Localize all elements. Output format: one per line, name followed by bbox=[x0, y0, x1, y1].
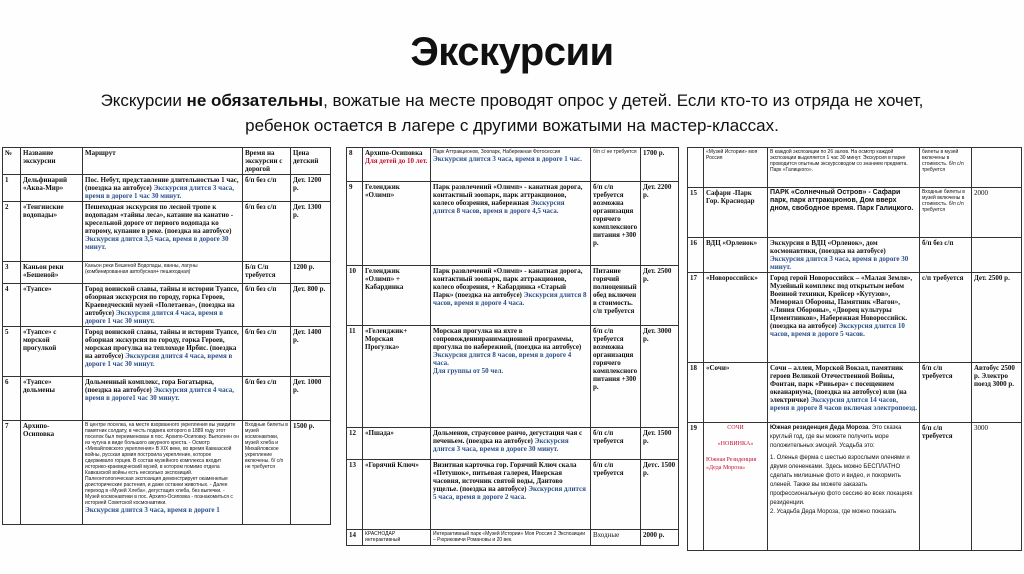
duration-text: Экскурсия длится 4 часа, время в дороге1 час 30 минут. bbox=[85, 386, 235, 402]
row-route bbox=[83, 377, 243, 421]
row-name: «Новороссийск» bbox=[704, 273, 768, 363]
route-text: Экскурсия в ВДЦ «Орленок», дом космонавтики, (поездка на автобусе) bbox=[770, 239, 886, 255]
row-num: 13 bbox=[347, 460, 363, 530]
row-name: «Музей Истории» моя Россия bbox=[704, 148, 768, 188]
subtitle-bold-text: не обязательны bbox=[186, 91, 324, 110]
row-time: б/п с/ не требуется bbox=[591, 148, 641, 182]
table-row bbox=[3, 262, 331, 284]
row-route: ПАРК «Солнечный Остров» - Сафари парк, парк аттракционов, Дом вверх дном, свободное время. Парк Галицкого. bbox=[768, 188, 920, 238]
row-route bbox=[431, 182, 591, 266]
row-time: б/п с/п требуется bbox=[591, 428, 641, 460]
subtitle-text-rest: , вожатые на месте проводят опрос у детей. Если кто-то из отряда не хочет, ребенок остается в лагере с другими вожатыми на мастер-классах. bbox=[245, 91, 924, 135]
row-price: Дет. 800 р. bbox=[291, 284, 331, 327]
route-text: Дольменный комплекс, гора Богатырка, (поездка на автобусе) bbox=[85, 378, 214, 394]
row-name: Геленджик «Олимп» + Кабардинка bbox=[363, 266, 431, 326]
route-text: Парк развлечений «Олимп» - канатная дорога, контактный зоопарк, парк аттракционов, колесо обозрения, + Кабардинка «Старый Парк» (поездка на автобусе) bbox=[433, 267, 583, 299]
row-price: Дет. 2200 р. bbox=[641, 182, 679, 266]
row-name: «Туапсе» дольмены bbox=[21, 377, 83, 421]
name-note-2: Южная Резиденция «Деда Мороза» bbox=[706, 457, 757, 471]
route-text: Город воинской славы, тайны и истории Туапсе, обзорная экскурсия по городу, горка Героев, морская прогулка на теплоходе Ирбис. (поездка на автобусе) bbox=[85, 328, 239, 360]
row-route bbox=[83, 284, 243, 327]
table-row bbox=[3, 377, 331, 421]
duration-text: Экскурсия длится 4 часа, время в дороге 1 час 30 минут. bbox=[85, 352, 233, 368]
table-row bbox=[3, 284, 331, 327]
row-price: 2000 bbox=[972, 188, 1022, 238]
table-row bbox=[688, 188, 1022, 238]
row-time: Входные билеты в музей включены в стоимость. б/п с/п требуется bbox=[920, 188, 972, 238]
row-time: с/п требуется bbox=[920, 273, 972, 363]
table-row bbox=[347, 530, 679, 546]
row-num: 10 bbox=[347, 266, 363, 326]
row-price: Дет. 2500 р. bbox=[972, 273, 1022, 363]
table-row bbox=[3, 175, 331, 202]
row-name: Архипо-Осиповка bbox=[21, 421, 83, 525]
row-route bbox=[431, 460, 591, 530]
row-name: Дельфинарий «Аква-Мир» bbox=[21, 175, 83, 202]
row-time: б/п без с/п bbox=[243, 175, 291, 202]
duration-text: Экскурсия длится 3 часа, время в дороге 1 bbox=[85, 506, 220, 514]
row-route bbox=[431, 326, 591, 428]
row-name: «Геленджик+ Морская Прогулка» bbox=[363, 326, 431, 428]
row-price: 2000 р. bbox=[641, 530, 679, 546]
row-price: Дет. 2500 р. bbox=[641, 266, 679, 326]
name-note: «НОВИНКА» bbox=[717, 441, 754, 447]
row-route bbox=[83, 175, 243, 202]
row-num: 19 bbox=[688, 423, 704, 551]
table-row bbox=[688, 148, 1022, 188]
row-time: б/п без с/п bbox=[243, 202, 291, 262]
row-route bbox=[83, 202, 243, 262]
row-name: Геленджик «Олимп» bbox=[363, 182, 431, 266]
name-text: СОЧИ bbox=[727, 425, 744, 431]
header-num: № bbox=[3, 148, 21, 175]
route-bold-text: Южная резиденция Деда Мороза bbox=[770, 425, 869, 431]
duration-text: Экскурсия длится 8 часов, время в дороге 4 часа. bbox=[433, 351, 572, 367]
excursions-table-3 bbox=[687, 147, 1022, 551]
row-name: КРАСНОДАР интерактивный bbox=[363, 530, 431, 546]
excursions-table-1 bbox=[2, 147, 331, 525]
row-route bbox=[768, 238, 920, 273]
row-name: «Туапсе» с морской прогулкой bbox=[21, 327, 83, 377]
row-time: б/п с/п требуется bbox=[591, 460, 641, 530]
name-text: Архипо-Осиповка bbox=[365, 149, 423, 157]
row-price: Дет. 3000 р. bbox=[641, 326, 679, 428]
route-text: Город герой Новороссийск – «Малая Земля», Музейный комплекс под открытым небом Военной техники, Крейсер «Кутузов», Мемориал Обороны, Памятник «Вагон», «Линия Обороны», «Дворец культуры Цементников», Набережная Новороссийск. (поездка на автобусе) bbox=[770, 274, 913, 330]
route-text: Парк развлечений «Олимп» - канатная дорога, контактный зоопарк, парк аттракционов, колесо обозрения, набережная bbox=[433, 183, 583, 207]
table-row bbox=[688, 238, 1022, 273]
row-name: «Горячий Ключ» bbox=[363, 460, 431, 530]
duration-text: Экскурсия длится 10 часов, время в дороге 5 часов. bbox=[770, 322, 905, 338]
row-route: Интерактивный парк «Музей Истории» Моя Россия 2 Экспозиции – Рюриковичи Романовы и 20 век. bbox=[431, 530, 591, 546]
route-text: Морская прогулка на яхте в сопровожденииранимационной программы, прогулка по набережной, (поездка на автобусе) bbox=[433, 327, 582, 351]
row-time: Входные билеты в музей космонавтики, музей хлеба и Михайловское укрепление включены. б/ с/п не требуется bbox=[243, 421, 291, 525]
row-price: Дет. 1500 р. bbox=[641, 428, 679, 460]
route-text: В центре поселка, на месте взорванного укрепления вы увидите памятник солдату, в честь подвига которого в 1889 году этот поселок был переименован в пос. Архипо-Осиповку. Выполнен он из чугуна в виде большого ажурного креста. - Осмотр «Михайловского укрепления» В XIX веке, во время Кавказской войны, русская армия построила укрепление, которое сдерживало горцев. В состав музейного комплекса входит историко-краеведческий музей, в котором помимо отдела Кавказской войны есть несколько экспозиций. Палеонтологическая экспозиция демонстрирует окаменелые доисторические растения, и даже останки животных. - Далее переход в «Музей Хлеба», дегустация хлеба, без выпечки. - Музей космонавтики в пос. Архипо-Осиповка - познакомиться с историей Советской космонавтики. bbox=[85, 422, 239, 506]
row-time: Б/п С/п требуется bbox=[243, 262, 291, 284]
duration-text: Экскурсия длится 4 часа, время в дороге 1 час 30 минут. bbox=[85, 309, 224, 325]
table-row bbox=[688, 273, 1022, 363]
route-text: Парк Аттракционов, Зоопарк, Набережная Фотосессия bbox=[433, 149, 561, 155]
row-time: билеты в музей включены в стоимость. б/п с/п требуется bbox=[920, 148, 972, 188]
row-route bbox=[768, 423, 920, 551]
row-price: Автобус 2500 р. Электро поезд 3000 р. bbox=[972, 363, 1022, 423]
row-name: «Туапсе» bbox=[21, 284, 83, 327]
route-text: Пос. Небут, представление длительностью 1 час, (поездка на автобусе) bbox=[85, 176, 239, 192]
duration-note: Для группы от 50 чел. bbox=[433, 367, 504, 375]
table-row bbox=[688, 423, 1022, 551]
row-price: 1500 р. bbox=[291, 421, 331, 525]
row-time: б/п с/п требуется bbox=[920, 363, 972, 423]
header-route: Маршрут bbox=[83, 148, 243, 175]
table-row bbox=[347, 148, 679, 182]
header-time: Время на экскурсии с дорогой bbox=[243, 148, 291, 175]
row-route bbox=[83, 327, 243, 377]
row-route bbox=[431, 428, 591, 460]
table-header-row bbox=[3, 148, 331, 175]
duration-text: Экскурсия длится 3 часа, время в дороге 1 час. bbox=[433, 155, 582, 163]
row-num bbox=[688, 148, 704, 188]
row-num: 7 bbox=[3, 421, 21, 525]
row-name bbox=[363, 148, 431, 182]
row-time: б/п без с/п bbox=[243, 327, 291, 377]
table-row bbox=[347, 266, 679, 326]
duration-text: Экскурсия длится 3 часа, время в дороге 30 минут. bbox=[433, 437, 569, 453]
table-row bbox=[3, 421, 331, 525]
duration-text: Экскурсия длится 3,5 часа, время в дороге 30 минут. bbox=[85, 235, 229, 251]
page-title: Экскурсии bbox=[410, 30, 614, 74]
table-row bbox=[347, 428, 679, 460]
duration-text: Экскурсия длится 14 часов, время в дороге 8 часов включая электропоезд. bbox=[770, 396, 917, 412]
row-num: 18 bbox=[688, 363, 704, 423]
row-num: 16 bbox=[688, 238, 704, 273]
row-price bbox=[972, 238, 1022, 273]
row-num: 6 bbox=[3, 377, 21, 421]
row-price: Дет. 1400 р. bbox=[291, 327, 331, 377]
header-name: Название экскурсии bbox=[21, 148, 83, 175]
row-price: 1200 р. bbox=[291, 262, 331, 284]
row-num: 14 bbox=[347, 530, 363, 546]
row-price: Дет. 1300 р. bbox=[291, 202, 331, 262]
row-name: ВДЦ «Орленок» bbox=[704, 238, 768, 273]
name-note: Для детей до 10 лет. bbox=[365, 157, 428, 165]
table-row bbox=[347, 326, 679, 428]
row-num: 8 bbox=[347, 148, 363, 182]
row-time: б/п без с/п bbox=[920, 238, 972, 273]
table-row bbox=[347, 460, 679, 530]
duration-text: Экскурсия длится 5 часа, время в дороге 2 часа. bbox=[433, 485, 586, 501]
row-price: Дет. 1200 р. bbox=[291, 175, 331, 202]
row-num: 1 bbox=[3, 175, 21, 202]
row-route bbox=[768, 363, 920, 423]
row-name: «Пшада» bbox=[363, 428, 431, 460]
route-text: Дольменов, страусовое ранчо, дегустация чая с печеньем. (поездка на автобусе) bbox=[433, 429, 583, 445]
row-num: 11 bbox=[347, 326, 363, 428]
row-time: б/п без с/п bbox=[243, 377, 291, 421]
header-price: Цена детский bbox=[291, 148, 331, 175]
row-time: Входные bbox=[591, 530, 641, 546]
row-price: Дет. 1000 р. bbox=[291, 377, 331, 421]
route-list-item: 1. Оленья ферма с шестью взрослыми оленями и двумя олененками. Здесь можно БЕСПЛАТНО сделать милишные фото и видео, и покормить оленей. Также вы можете заказать профессиональную фото сессию во всех локациях резиденции. bbox=[770, 455, 913, 506]
row-time: Питание горячий полноценный обед включен в стоимость. с/п требуется bbox=[591, 266, 641, 326]
row-price: 3000 bbox=[972, 423, 1022, 551]
subtitle-text: Экскурсии bbox=[100, 91, 187, 110]
row-time: б/п с/п требуется bbox=[920, 423, 972, 551]
table-row bbox=[3, 327, 331, 377]
row-route bbox=[83, 421, 243, 525]
row-name: Каньон реки «Бешеной» bbox=[21, 262, 83, 284]
route-text: Визитная карточка гор. Горячий Ключ скала «Петушок», питьевая галерея, Иверская часовня, источник святой воды, Дантово ущелье. (поездка на автобусе) bbox=[433, 461, 577, 493]
row-route bbox=[431, 266, 591, 326]
row-price bbox=[972, 148, 1022, 188]
row-num: 4 bbox=[3, 284, 21, 327]
row-num: 2 bbox=[3, 202, 21, 262]
row-price: Детс. 1500 р. bbox=[641, 460, 679, 530]
duration-text: Экскурсия длится 8 часов, время в дороге 4 часа. bbox=[433, 291, 587, 307]
row-name: Сафари -Парк Гор. Краснодар bbox=[704, 188, 768, 238]
page-subtitle bbox=[90, 88, 934, 138]
route-text: Пешеходная экскурсия по лесной тропе к водопадам «тайны леса», катание на канатно - кресельной дороге от первого водопада ко второму, купание в реке. (поездка на автобусе) bbox=[85, 203, 234, 235]
row-num: 5 bbox=[3, 327, 21, 377]
row-time: б/п без с/п bbox=[243, 284, 291, 327]
row-time: б/п с/п требуется возможна организация горячего комплексного питания +300 р. bbox=[591, 326, 641, 428]
row-num: 15 bbox=[688, 188, 704, 238]
row-route: Каньон реки Бешеной Водопады, ванны, лагуны (комбинированная автобусная+ пешеходная) bbox=[83, 262, 243, 284]
route-list-item: 2. Усадьба Деда Мороза, где можно показать bbox=[770, 509, 897, 515]
duration-text: Экскурсия длится 3 часа, время в дороге 30 минут. bbox=[770, 255, 909, 271]
duration-text: Экскурсия длится 8 часов, время в дороге 4,5 часа. bbox=[433, 199, 565, 215]
table-row bbox=[347, 182, 679, 266]
row-name: «Тенгинские водопады» bbox=[21, 202, 83, 262]
row-price: 1700 р. bbox=[641, 148, 679, 182]
route-text: . Это сказка круглый год, где вы можете получить море положительных эмоций. Усадьба это: bbox=[770, 425, 902, 449]
route-text: Сочи – аллеи, Морской Вокзал, памятник героев Великой Отечественной Войны, Фонтан, парк «Ривьера» с посещением океанариума, (поездка на автобусе) или (на электричке) bbox=[770, 364, 907, 404]
row-route: В каждой экспозиции по 26 залов. На осмотр каждой экспозиции выделяется 1 час 30 минут. Экскурсия в парке проводится опытным экскурсоводом со знанием предмета. Парк «Галицкого». bbox=[768, 148, 920, 188]
excursions-table-2 bbox=[346, 147, 679, 546]
row-name bbox=[704, 423, 768, 551]
row-num: 9 bbox=[347, 182, 363, 266]
duration-text: Экскурсия длится 3 часа, время в дороге 1 час 30 минут. bbox=[85, 184, 235, 200]
row-num: 3 bbox=[3, 262, 21, 284]
row-time: б/п с/п требуется возможна организация горячего комплексного питания +300 р. bbox=[591, 182, 641, 266]
row-name: «Сочи» bbox=[704, 363, 768, 423]
row-num: 12 bbox=[347, 428, 363, 460]
table-row bbox=[3, 202, 331, 262]
row-route bbox=[768, 273, 920, 363]
row-num: 17 bbox=[688, 273, 704, 363]
row-route bbox=[431, 148, 591, 182]
route-text: Город воинской славы, тайны и истории Туапсе, обзорная экскурсия по городу, горка Героев, Краеведческий музей «Полетаева», (поездка на автобусе) bbox=[85, 285, 239, 317]
table-row bbox=[688, 363, 1022, 423]
